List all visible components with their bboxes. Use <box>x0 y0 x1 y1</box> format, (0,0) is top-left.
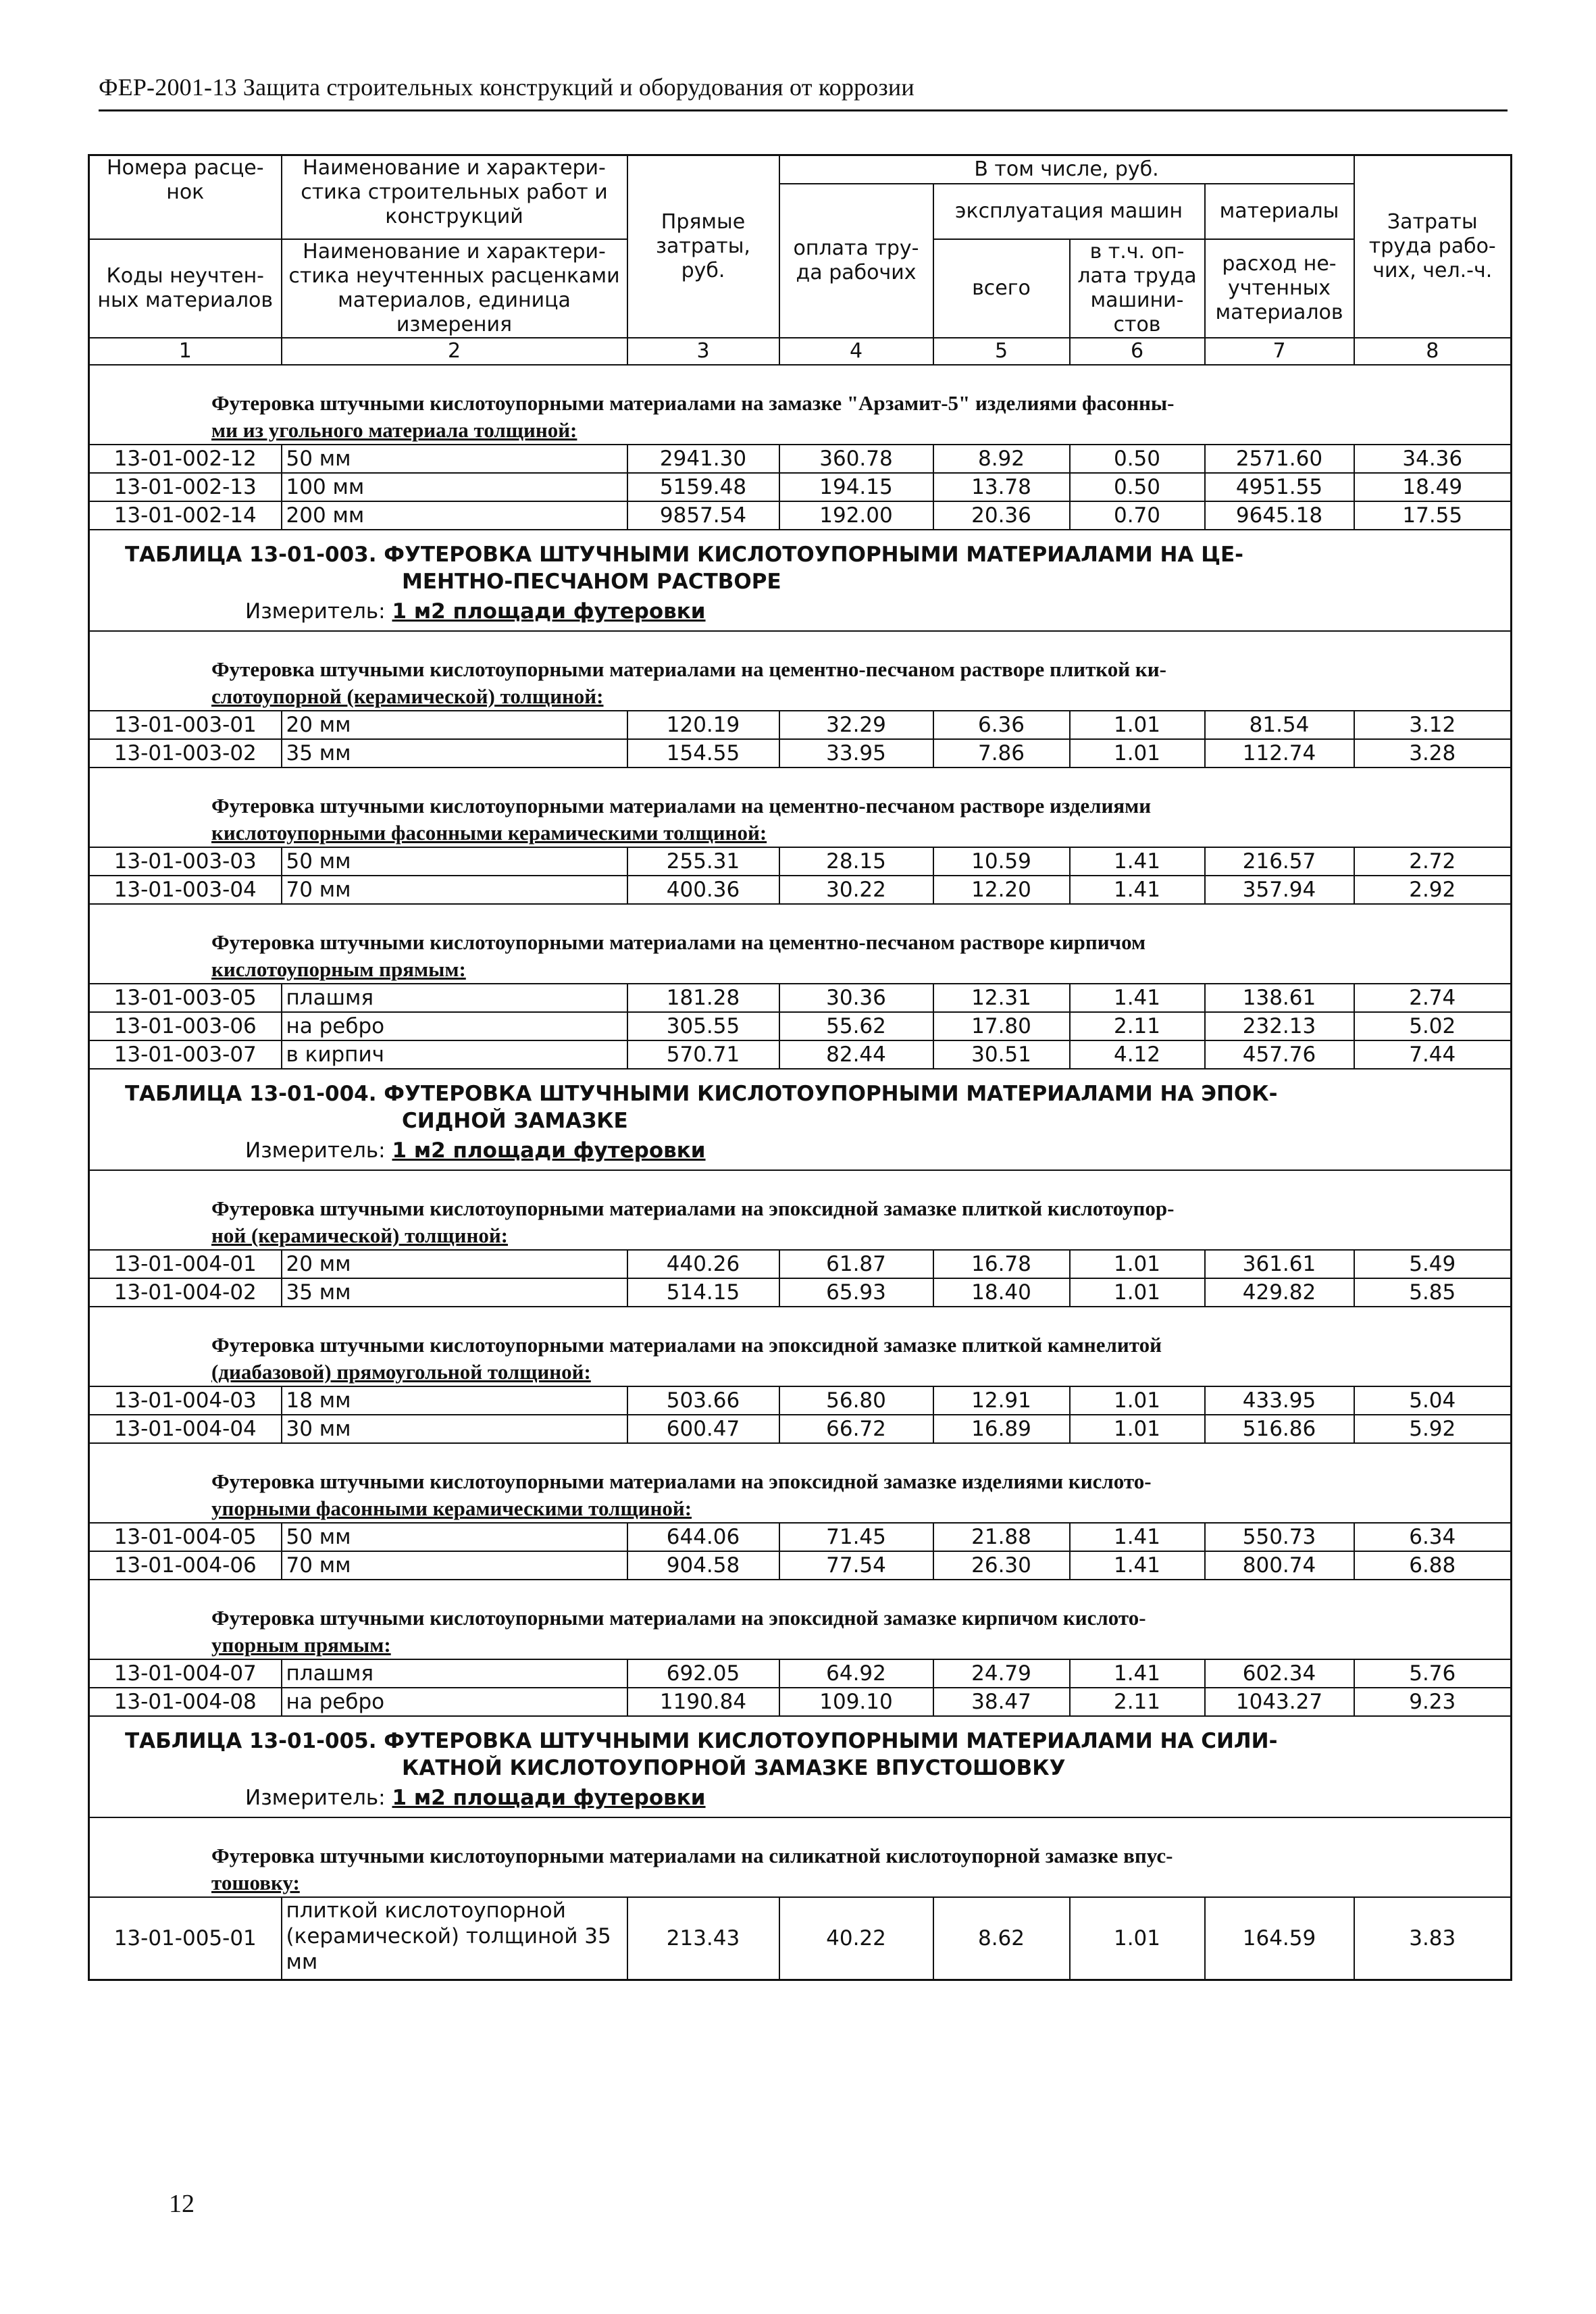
rate-name: на ребро <box>282 1688 627 1716</box>
table-row <box>89 1415 1512 1443</box>
labor-hours: 2.72 <box>1354 847 1512 876</box>
material-cost: 232.13 <box>1205 1012 1354 1040</box>
table-row <box>89 1278 1512 1307</box>
section-heading-row <box>89 1170 1512 1250</box>
col-head-direct: Прямые затраты, руб. <box>627 155 779 338</box>
labor-hours: 5.76 <box>1354 1659 1512 1688</box>
section-heading: Футеровка штучными кислотоупорными материалами на эпоксидной замазке плиткой камнелитой (диабазовой) прямоугольной толщиной: <box>89 1307 1512 1386</box>
table-title-row <box>89 1069 1512 1134</box>
table-row <box>89 876 1512 904</box>
unit-line: Измеритель: 1 м2 площади футеровки <box>89 1782 1512 1817</box>
material-cost: 800.74 <box>1205 1551 1354 1580</box>
machine-cost: 18.40 <box>933 1278 1070 1307</box>
labor-hours: 17.55 <box>1354 501 1512 530</box>
material-cost: 2571.60 <box>1205 445 1354 473</box>
rate-name: на ребро <box>282 1012 627 1040</box>
machine-cost: 12.20 <box>933 876 1070 904</box>
table-row <box>89 1250 1512 1278</box>
machine-cost: 7.86 <box>933 739 1070 768</box>
direct-cost: 600.47 <box>627 1415 779 1443</box>
labor-cost: 66.72 <box>779 1415 933 1443</box>
material-cost: 550.73 <box>1205 1523 1354 1551</box>
direct-cost: 120.19 <box>627 711 779 739</box>
table-title: ТАБЛИЦА 13-01-004. ФУТЕРОВКА ШТУЧНЫМИ КИСЛОТОУПОРНЫМИ МАТЕРИАЛАМИ НА ЭПОК- СИДНОЙ ЗАМАЗКЕ <box>125 1082 1278 1133</box>
section-heading-row <box>89 768 1512 847</box>
col-num: 8 <box>1354 338 1512 365</box>
direct-cost: 570.71 <box>627 1040 779 1069</box>
rate-code: 13-01-004-02 <box>89 1278 282 1307</box>
rate-name: 50 мм <box>282 1523 627 1551</box>
material-cost: 429.82 <box>1205 1278 1354 1307</box>
table-row <box>89 847 1512 876</box>
col-head-codes: Номера расце-нок <box>89 155 282 240</box>
labor-hours: 3.28 <box>1354 739 1512 768</box>
labor-cost: 360.78 <box>779 445 933 473</box>
table-row <box>89 1386 1512 1415</box>
direct-cost: 5159.48 <box>627 473 779 501</box>
direct-cost: 692.05 <box>627 1659 779 1688</box>
table-row <box>89 1040 1512 1069</box>
section-heading-row <box>89 1307 1512 1386</box>
material-cost: 361.61 <box>1205 1250 1354 1278</box>
labor-hours: 7.44 <box>1354 1040 1512 1069</box>
section-heading: Футеровка штучными кислотоупорными материалами на цементно-песчаном растворе плиткой ки- слотоупорной (керамической) толщиной: <box>89 631 1512 711</box>
labor-cost: 28.15 <box>779 847 933 876</box>
direct-cost: 9857.54 <box>627 501 779 530</box>
labor-cost: 192.00 <box>779 501 933 530</box>
material-cost: 112.74 <box>1205 739 1354 768</box>
machine-cost: 8.92 <box>933 445 1070 473</box>
machine-labor-cost: 1.41 <box>1070 984 1205 1012</box>
labor-hours: 5.49 <box>1354 1250 1512 1278</box>
unit-row <box>89 1782 1512 1817</box>
machine-labor-cost: 1.01 <box>1070 711 1205 739</box>
rate-code: 13-01-003-07 <box>89 1040 282 1069</box>
direct-cost: 255.31 <box>627 847 779 876</box>
material-cost: 433.95 <box>1205 1386 1354 1415</box>
machine-labor-cost: 2.11 <box>1070 1688 1205 1716</box>
rate-code: 13-01-003-02 <box>89 739 282 768</box>
section-heading-row <box>89 1443 1512 1523</box>
direct-cost: 514.15 <box>627 1278 779 1307</box>
rate-code: 13-01-003-03 <box>89 847 282 876</box>
col-head-in-total: В том числе, руб. <box>779 155 1354 184</box>
section-heading: Футеровка штучными кислотоупорными материалами на эпоксидной замазке изделиями кислото- упорными фасонными керамическими толщиной: <box>89 1443 1512 1523</box>
machine-labor-cost: 4.12 <box>1070 1040 1205 1069</box>
rate-name: плиткой кислотоупорной (керамической) толщиной 35 мм <box>282 1897 627 1980</box>
table-title: ТАБЛИЦА 13-01-003. ФУТЕРОВКА ШТУЧНЫМИ КИСЛОТОУПОРНЫМИ МАТЕРИАЛАМИ НА ЦЕ- МЕНТНО-ПЕСЧАНОМ РАСТВОРЕ <box>125 543 1244 594</box>
table-row <box>89 1523 1512 1551</box>
rate-name: 35 мм <box>282 1278 627 1307</box>
running-header: ФЕР-2001-13 Защита строительных конструкций и оборудования от коррозии <box>99 74 915 101</box>
rate-name: 35 мм <box>282 739 627 768</box>
col-num: 6 <box>1070 338 1205 365</box>
labor-cost: 40.22 <box>779 1897 933 1980</box>
table-row <box>89 711 1512 739</box>
table-row <box>89 445 1512 473</box>
unit-row <box>89 1134 1512 1170</box>
rate-name: плашмя <box>282 984 627 1012</box>
rate-code: 13-01-003-04 <box>89 876 282 904</box>
table-row <box>89 1897 1512 1980</box>
machine-labor-cost: 0.50 <box>1070 445 1205 473</box>
section-heading-row <box>89 904 1512 984</box>
machine-labor-cost: 1.01 <box>1070 1897 1205 1980</box>
table-row <box>89 739 1512 768</box>
rate-name: 30 мм <box>282 1415 627 1443</box>
header-rule <box>99 109 1508 111</box>
table-row <box>89 1688 1512 1716</box>
rate-code: 13-01-004-05 <box>89 1523 282 1551</box>
machine-cost: 20.36 <box>933 501 1070 530</box>
labor-cost: 65.93 <box>779 1278 933 1307</box>
col-head-hours: Затраты труда рабо-чих, чел.-ч. <box>1354 155 1512 338</box>
machine-labor-cost: 1.41 <box>1070 876 1205 904</box>
machine-labor-cost: 0.70 <box>1070 501 1205 530</box>
labor-hours: 6.34 <box>1354 1523 1512 1551</box>
labor-hours: 18.49 <box>1354 473 1512 501</box>
direct-cost: 904.58 <box>627 1551 779 1580</box>
material-cost: 4951.55 <box>1205 473 1354 501</box>
labor-cost: 71.45 <box>779 1523 933 1551</box>
direct-cost: 400.36 <box>627 876 779 904</box>
rate-code: 13-01-003-06 <box>89 1012 282 1040</box>
rate-name: 18 мм <box>282 1386 627 1415</box>
labor-cost: 194.15 <box>779 473 933 501</box>
machine-labor-cost: 0.50 <box>1070 473 1205 501</box>
direct-cost: 2941.30 <box>627 445 779 473</box>
rate-code: 13-01-004-01 <box>89 1250 282 1278</box>
labor-cost: 64.92 <box>779 1659 933 1688</box>
labor-hours: 34.36 <box>1354 445 1512 473</box>
machine-cost: 8.62 <box>933 1897 1070 1980</box>
col-head-mat-name: Наименование и характери-стика неучтенных расценками материалов, единица измерения <box>282 239 627 338</box>
rate-code: 13-01-005-01 <box>89 1897 282 1980</box>
col-head-mat-codes: Коды неучтен-ных материалов <box>89 239 282 338</box>
table-title-row <box>89 530 1512 595</box>
labor-cost: 55.62 <box>779 1012 933 1040</box>
labor-hours: 3.83 <box>1354 1897 1512 1980</box>
rate-code: 13-01-002-13 <box>89 473 282 501</box>
rate-code: 13-01-004-07 <box>89 1659 282 1688</box>
header-row-1 <box>89 155 1512 184</box>
machine-labor-cost: 1.41 <box>1070 1659 1205 1688</box>
direct-cost: 181.28 <box>627 984 779 1012</box>
table-row <box>89 1551 1512 1580</box>
direct-cost: 503.66 <box>627 1386 779 1415</box>
table-row <box>89 473 1512 501</box>
machine-labor-cost: 1.01 <box>1070 1250 1205 1278</box>
rate-name: плашмя <box>282 1659 627 1688</box>
rate-name: 70 мм <box>282 876 627 904</box>
material-cost: 357.94 <box>1205 876 1354 904</box>
labor-hours: 5.04 <box>1354 1386 1512 1415</box>
material-cost: 516.86 <box>1205 1415 1354 1443</box>
col-num: 4 <box>779 338 933 365</box>
rate-code: 13-01-003-01 <box>89 711 282 739</box>
col-head-mach-labor: в т.ч. оп-лата труда машини-стов <box>1070 239 1205 338</box>
labor-cost: 32.29 <box>779 711 933 739</box>
direct-cost: 154.55 <box>627 739 779 768</box>
direct-cost: 440.26 <box>627 1250 779 1278</box>
machine-cost: 26.30 <box>933 1551 1070 1580</box>
labor-hours: 5.85 <box>1354 1278 1512 1307</box>
section-heading-row <box>89 1817 1512 1897</box>
section-heading-row <box>89 631 1512 711</box>
col-head-materials: материалы <box>1205 184 1354 239</box>
rates-table <box>88 154 1512 1981</box>
machine-cost: 24.79 <box>933 1659 1070 1688</box>
direct-cost: 305.55 <box>627 1012 779 1040</box>
unit-line: Измеритель: 1 м2 площади футеровки <box>89 1134 1512 1170</box>
section-heading: Футеровка штучными кислотоупорными материалами на цементно-песчаном растворе кирпичом кислотоупорным прямым: <box>89 904 1512 984</box>
machine-cost: 6.36 <box>933 711 1070 739</box>
machine-cost: 21.88 <box>933 1523 1070 1551</box>
column-numbers-row <box>89 338 1512 365</box>
machine-labor-cost: 1.01 <box>1070 1415 1205 1443</box>
rate-name: 200 мм <box>282 501 627 530</box>
col-head-mat-use: расход не-учтенных материалов <box>1205 239 1354 338</box>
labor-cost: 30.22 <box>779 876 933 904</box>
labor-hours: 6.88 <box>1354 1551 1512 1580</box>
machine-labor-cost: 1.01 <box>1070 1386 1205 1415</box>
machine-cost: 10.59 <box>933 847 1070 876</box>
material-cost: 216.57 <box>1205 847 1354 876</box>
machine-labor-cost: 1.41 <box>1070 1523 1205 1551</box>
unit-row <box>89 595 1512 631</box>
table-title-row <box>89 1716 1512 1782</box>
col-head-mach-total: всего <box>933 239 1070 338</box>
rate-code: 13-01-004-03 <box>89 1386 282 1415</box>
labor-hours: 9.23 <box>1354 1688 1512 1716</box>
section-heading: Футеровка штучными кислотоупорными материалами на эпоксидной замазке плиткой кислотоупор- ной (керамической) толщиной: <box>89 1170 1512 1250</box>
col-num: 2 <box>282 338 627 365</box>
direct-cost: 213.43 <box>627 1897 779 1980</box>
direct-cost: 1190.84 <box>627 1688 779 1716</box>
machine-cost: 12.31 <box>933 984 1070 1012</box>
machine-cost: 38.47 <box>933 1688 1070 1716</box>
labor-hours: 5.02 <box>1354 1012 1512 1040</box>
rate-code: 13-01-004-08 <box>89 1688 282 1716</box>
material-cost: 138.61 <box>1205 984 1354 1012</box>
table-row <box>89 1659 1512 1688</box>
labor-cost: 109.10 <box>779 1688 933 1716</box>
labor-hours: 5.92 <box>1354 1415 1512 1443</box>
rate-name: 50 мм <box>282 847 627 876</box>
col-head-labor: оплата тру-да рабочих <box>779 184 933 338</box>
direct-cost: 644.06 <box>627 1523 779 1551</box>
rate-code: 13-01-004-04 <box>89 1415 282 1443</box>
col-head-name: Наименование и характери-стика строительных работ и конструкций <box>282 155 627 240</box>
rate-code: 13-01-002-12 <box>89 445 282 473</box>
labor-hours: 2.74 <box>1354 984 1512 1012</box>
section-heading: Футеровка штучными кислотоупорными материалами на цементно-песчаном растворе изделиями кислотоупорными фасонными керамическими толщиной: <box>89 768 1512 847</box>
rate-name: 20 мм <box>282 1250 627 1278</box>
machine-labor-cost: 1.01 <box>1070 1278 1205 1307</box>
machine-labor-cost: 1.41 <box>1070 1551 1205 1580</box>
section-heading: Футеровка штучными кислотоупорными материалами на силикатной кислотоупорной замазке впус- тошовку: <box>89 1817 1512 1897</box>
machine-cost: 13.78 <box>933 473 1070 501</box>
rate-name: 70 мм <box>282 1551 627 1580</box>
material-cost: 164.59 <box>1205 1897 1354 1980</box>
labor-hours: 3.12 <box>1354 711 1512 739</box>
rate-code: 13-01-003-05 <box>89 984 282 1012</box>
rate-code: 13-01-004-06 <box>89 1551 282 1580</box>
labor-cost: 56.80 <box>779 1386 933 1415</box>
section-heading-row <box>89 365 1512 445</box>
section-heading: Футеровка штучными кислотоупорными материалами на эпоксидной замазке кирпичом кислото- упорным прямым: <box>89 1580 1512 1659</box>
machine-labor-cost: 2.11 <box>1070 1012 1205 1040</box>
machine-cost: 16.89 <box>933 1415 1070 1443</box>
material-cost: 81.54 <box>1205 711 1354 739</box>
section-heading: Футеровка штучными кислотоупорными материалами на замазке "Арзамит-5" изделиями фасонны- ми из угольного материала толщиной: <box>89 365 1512 445</box>
machine-labor-cost: 1.01 <box>1070 739 1205 768</box>
labor-cost: 77.54 <box>779 1551 933 1580</box>
labor-cost: 61.87 <box>779 1250 933 1278</box>
table-row <box>89 984 1512 1012</box>
col-num: 7 <box>1205 338 1354 365</box>
page-number: 12 <box>169 2190 195 2218</box>
machine-cost: 30.51 <box>933 1040 1070 1069</box>
labor-cost: 82.44 <box>779 1040 933 1069</box>
col-num: 3 <box>627 338 779 365</box>
machine-labor-cost: 1.41 <box>1070 847 1205 876</box>
material-cost: 1043.27 <box>1205 1688 1354 1716</box>
machine-cost: 17.80 <box>933 1012 1070 1040</box>
rate-name: 50 мм <box>282 445 627 473</box>
col-head-machines: эксплуатация машин <box>933 184 1205 239</box>
unit-line: Измеритель: 1 м2 площади футеровки <box>89 595 1512 631</box>
table-row <box>89 1012 1512 1040</box>
machine-cost: 16.78 <box>933 1250 1070 1278</box>
table-row <box>89 501 1512 530</box>
material-cost: 602.34 <box>1205 1659 1354 1688</box>
material-cost: 457.76 <box>1205 1040 1354 1069</box>
section-heading-row <box>89 1580 1512 1659</box>
rate-name: в кирпич <box>282 1040 627 1069</box>
labor-cost: 33.95 <box>779 739 933 768</box>
material-cost: 9645.18 <box>1205 501 1354 530</box>
col-num: 1 <box>89 338 282 365</box>
rate-code: 13-01-002-14 <box>89 501 282 530</box>
table-title: ТАБЛИЦА 13-01-005. ФУТЕРОВКА ШТУЧНЫМИ КИСЛОТОУПОРНЫМИ МАТЕРИАЛАМИ НА СИЛИ- КАТНОЙ КИСЛОТОУПОРНОЙ ЗАМАЗКЕ ВПУСТОШОВКУ <box>125 1729 1278 1780</box>
rate-name: 100 мм <box>282 473 627 501</box>
rate-name: 20 мм <box>282 711 627 739</box>
labor-cost: 30.36 <box>779 984 933 1012</box>
col-num: 5 <box>933 338 1070 365</box>
labor-hours: 2.92 <box>1354 876 1512 904</box>
machine-cost: 12.91 <box>933 1386 1070 1415</box>
